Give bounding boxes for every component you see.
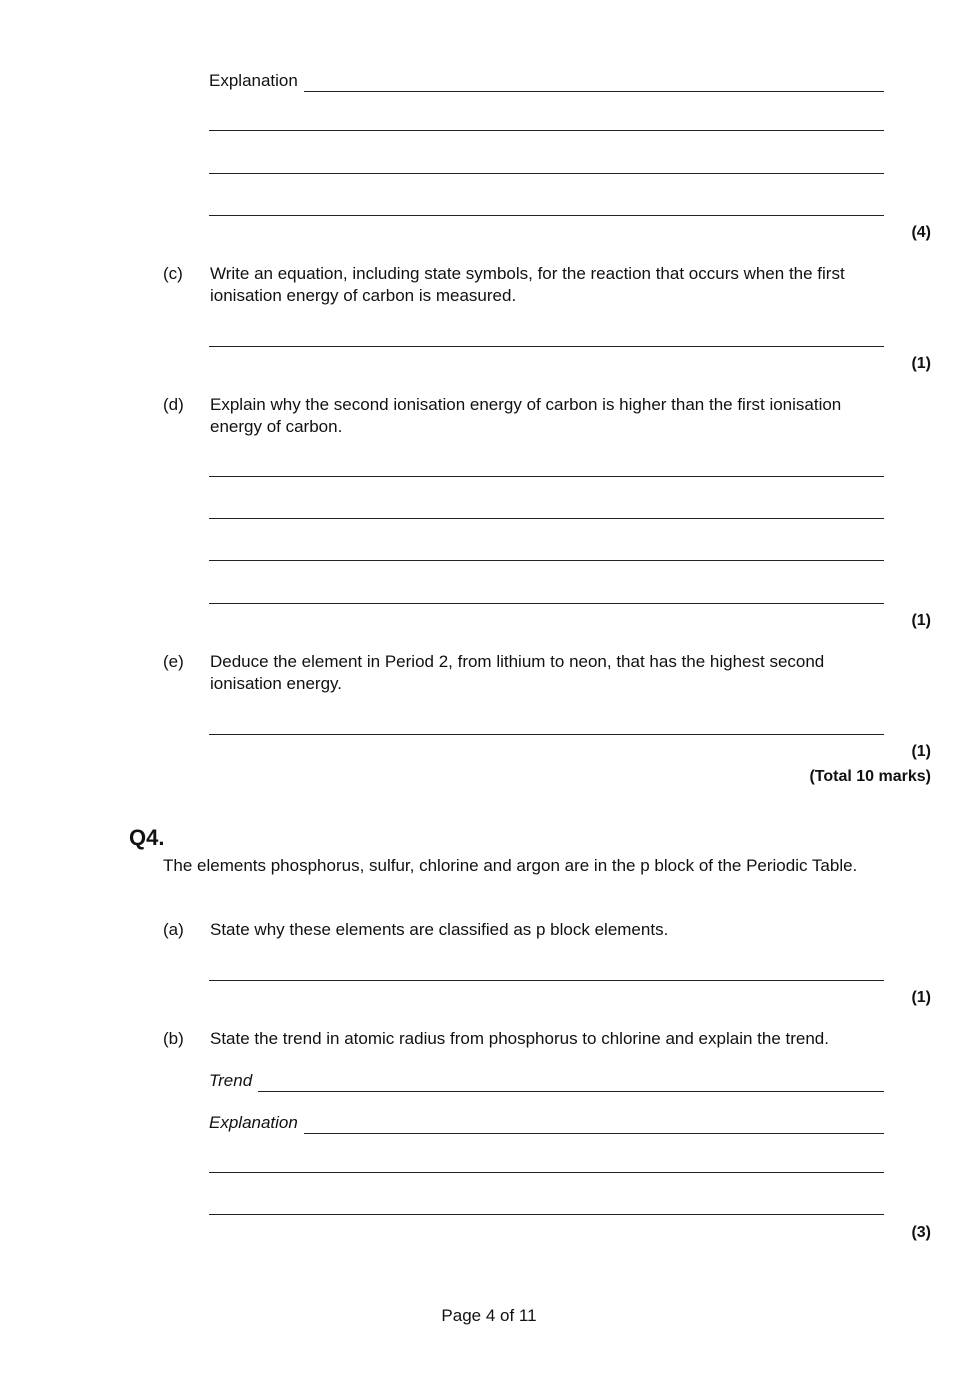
q3e-label: (e): [163, 652, 184, 671]
q3e-marks: (1): [911, 743, 931, 760]
page-number: Page 4 of 11: [441, 1306, 537, 1325]
q3b-explanation-label: Explanation: [209, 71, 298, 90]
q3d-marks: (1): [911, 612, 931, 629]
q3c-label: (c): [163, 264, 183, 283]
q3b-marks: (4): [911, 224, 931, 241]
answer-line[interactable]: [209, 560, 884, 561]
q4a-marks: (1): [911, 989, 931, 1006]
q4b-explanation-field[interactable]: [209, 1112, 884, 1134]
q4b-question-text: State the trend in atomic radius from phosphorus to chlorine and explain the trend.: [210, 1029, 829, 1048]
q4a-question-text: State why these elements are classified as p block elements.: [210, 920, 669, 939]
q3e-question-text: Deduce the element in Period 2, from lithium to neon, that has the highest second ionisation energy.: [210, 652, 825, 693]
q4-number: Q4.: [129, 825, 165, 850]
answer-line[interactable]: [209, 734, 884, 735]
q4b-explanation-label: Explanation: [209, 1113, 298, 1132]
q3d-label: (d): [163, 395, 184, 414]
answer-line[interactable]: [304, 1117, 884, 1134]
answer-line[interactable]: [304, 75, 884, 92]
answer-line[interactable]: [209, 130, 884, 131]
answer-line[interactable]: [209, 1214, 884, 1215]
q3-total-marks: (Total 10 marks): [809, 768, 931, 785]
q4-intro-text: The elements phosphorus, sulfur, chlorine and argon are in the p block of the Periodic Table.: [163, 856, 858, 875]
answer-line[interactable]: [209, 476, 884, 477]
q3c-question-text: Write an equation, including state symbols, for the reaction that occurs when the first ionisation energy of carbon is measured.: [210, 264, 845, 305]
answer-line[interactable]: [209, 603, 884, 604]
q4b-marks: (3): [911, 1224, 931, 1241]
q3d-question-text: Explain why the second ionisation energy of carbon is higher than the first ionisation energy of carbon.: [210, 395, 842, 436]
answer-line[interactable]: [209, 346, 884, 347]
q3b-explanation-field[interactable]: [209, 70, 884, 92]
q3c-marks: (1): [911, 355, 931, 372]
answer-line[interactable]: [209, 215, 884, 216]
q4b-trend-field[interactable]: [209, 1070, 884, 1092]
q4a-label: (a): [163, 920, 184, 939]
answer-line[interactable]: [209, 173, 884, 174]
answer-line[interactable]: [258, 1075, 884, 1092]
q4b-trend-label: Trend: [209, 1071, 253, 1090]
q4b-label: (b): [163, 1029, 184, 1048]
answer-line[interactable]: [209, 1172, 884, 1173]
answer-line[interactable]: [209, 980, 884, 981]
answer-line[interactable]: [209, 518, 884, 519]
